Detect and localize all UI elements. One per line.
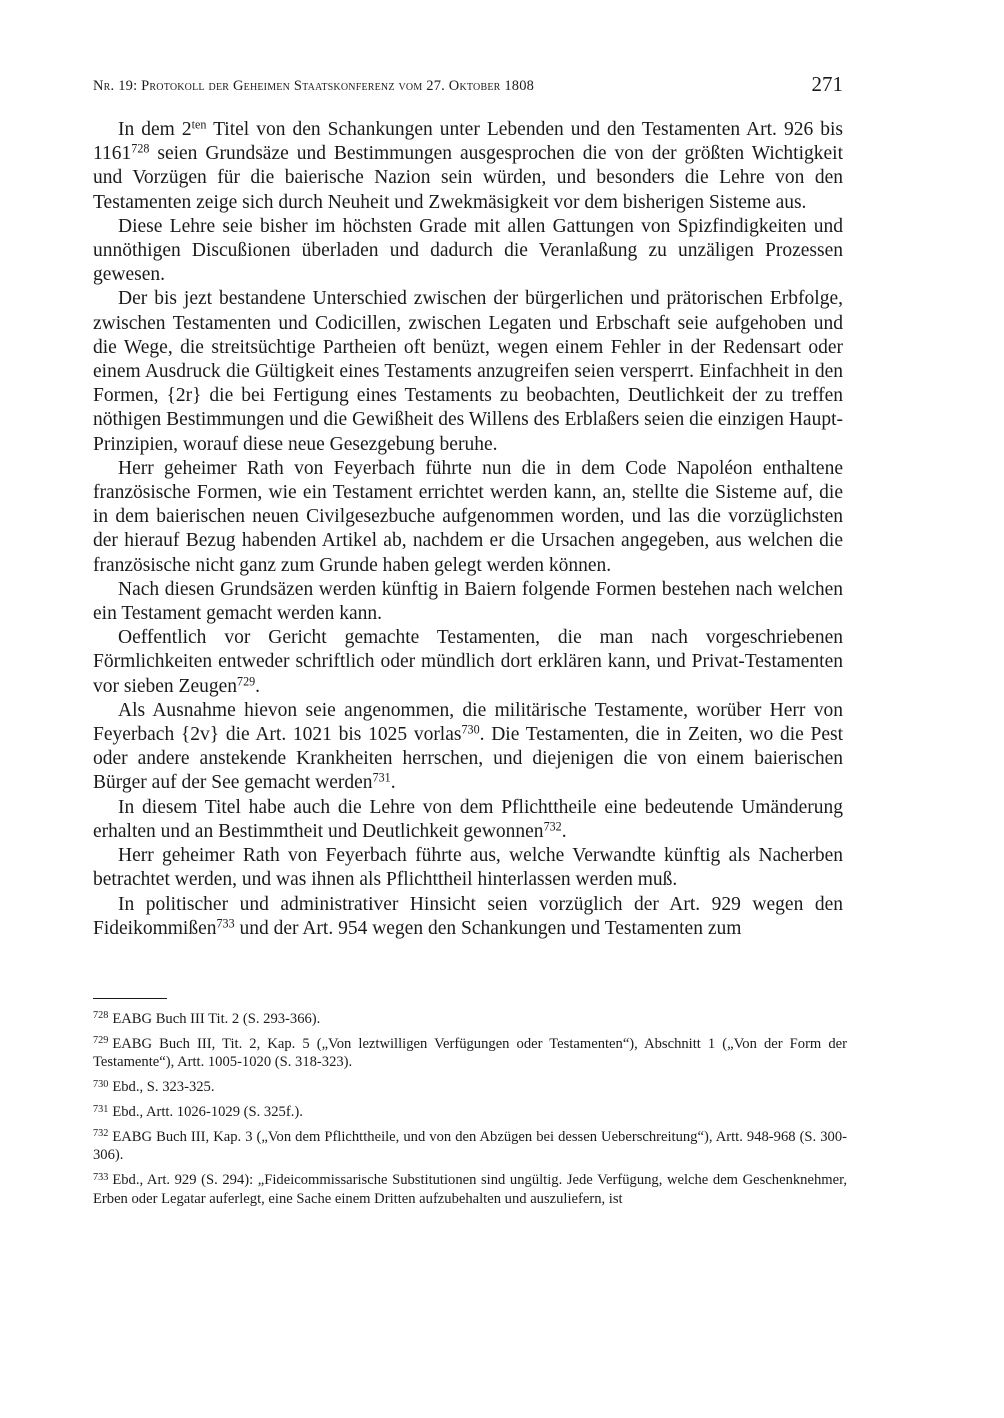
paragraph-3: Der bis jezt bestandene Unterschied zwischen der bürgerlichen und prätorischen Erbfolge, zwischen Testamenten und Codicillen, zwischen Legaten und Erbschaft seie aufgehoben und die Wege, die streitsüchtige Partheien oft benüzt, wegen einem Fehler in der Redensart oder einem Ausdruck die Gültigkeit eines Testaments anzugreifen seien versperrt. Einfachheit in den Formen, {2r} die bei Fertigung eines Testaments zu beobachten, Deutlichkeit der zu treffen nöthigen Bestimmungen und die Gewißheit des Willens des Erblaßers seien die einzigen Haupt-Prinzipien, worauf diese neue Gesezgebung beruhe. [93,288,843,455]
footnote-ref-733[interactable]: 733 [216,916,235,931]
footnote-ref-728[interactable]: 728 [131,141,150,156]
footnote-ref-732[interactable]: 732 [543,819,562,834]
footnote-730 [93,1078,847,1096]
paragraph-4: Herr geheimer Rath von Feyerbach führte nun die in dem Code Napoléon enthaltene französische Formen, wie ein Testament errichtet werden kann, an, stellte die Sisteme auf, die in dem baierischen neuen Civilgesezbuche aufgenommen worden, und las die vorzüglichsten der hierauf Bezug habenden Artikel ab, nachdem er die Ursachen angegeben, aus welchen die französische nicht ganz zum Grunde haben gelegt werden können. [93,457,843,576]
footnotes [93,1010,847,1215]
footnote-text: EABG Buch III, Kap. 3 („Von dem Pflichttheile, und von den Abzügen bei dessen Ueberschreitung“), Artt. 948-968 (S. 300-306). [93,1129,847,1164]
paragraph-5: Nach diesen Grundsäzen werden künftig in Baiern folgende Formen bestehen nach welchen ein Testament gemacht werden kann. [93,578,843,625]
footnote-text: EABG Buch III Tit. 2 (S. 293-366). [112,1011,321,1027]
footnote-number: 728 [93,1010,109,1022]
footnote-ref-731[interactable]: 731 [372,770,391,785]
running-title: Nr. 19: Protokoll der Geheimen Staatskonferenz vom 27. Oktober 1808 [93,78,535,94]
footnote-ref-730[interactable]: 730 [461,722,480,737]
footnote-text: Ebd., S. 323-325. [112,1079,215,1096]
superscript: ten [191,117,207,132]
paragraph-10: In politischer und administrativer Hinsicht seien vorzüglich der Art. 929 wegen den Fideikommißen$^{733}$ und der Art. 954 wegen den Schankungen und Testamenten zum [93,893,843,939]
footnote-number: 731 [93,1103,109,1115]
paragraph-9: Herr geheimer Rath von Feyerbach führte aus, welche Verwandte künftig als Nacherben betrachtet werden, und was ihnen als Pflichttheil hinterlassen werden muß. [93,845,843,891]
paragraph-7: Als Ausnahme hievon seie angenommen, die militärische Testamente, worüber Herr von Feyerbach {2v} die Art. 1021 bis 1025 vorlas$^{730}$. Die Testamenten, die in Zeiten, wo die Pest oder andere anstekende Krankheiten herrschen, und diejenigen die von einem baierischen Bürger auf der See gemacht werden$^{731}$. [93,699,843,794]
footnote-733 [93,1171,847,1208]
footnote-number: 733 [93,1171,109,1183]
footnote-729 [93,1035,847,1072]
paragraph-1: In dem $2^{ten}$ Titel von den Schankungen unter Lebenden und den Testamenten Art. 926 bis 1161$^{728}$ seien Grundsäze und Bestimmungen ausgesprochen die von der größten Wichtigkeit und Vorzügen für die baierische Nazion sein würden, und besonders die Lehre von den Testamenten zeige sich durch Neuheit und Zwekmäsigkeit vor dem bisherigen Sisteme aus. [93,117,843,213]
paragraph-2: Diese Lehre seie bisher im höchsten Grade mit allen Gattungen von Spizfindigkeiten und unnöthigen Discußionen überladen und dadurch die Veranlaßung zu unzäligen Prozessen gewesen. [93,215,843,286]
footnote-text: Ebd., Artt. 1026-1029 (S. 325f.). [112,1104,303,1121]
footnote-number: 730 [93,1078,109,1090]
paragraph-8: In diesem Titel habe auch die Lehre von dem Pflichttheile eine bedeutende Umänderung erhalten und an Bestimmtheit und Deutlichkeit gewonnen$^{732}$. [93,796,843,842]
page-number: 271 [811,72,843,96]
footnote-number: 729 [93,1035,109,1047]
footnote-ref-729[interactable]: 729 [237,674,256,689]
paragraph-6: Oeffentlich vor Gericht gemachte Testamenten, die man nach vorgeschriebenen Förmlichkeiten entweder schriftlich oder mündlich dort erklären kann, und Privat-Testamenten vor sieben Zeugen$^{729}$. [93,627,843,697]
running-header [93,72,843,100]
footnote-text: Ebd., Art. 929 (S. 294): „Fideicommissarische Substitutionen sind ungültig. Jede Verfügung, welche dem Geschenknehmer, Erben oder Legatar auferlegt, eine Sache einem Dritten aufzubehalten und auszuliefern, ist [93,1172,847,1207]
footnote-728 [93,1010,847,1028]
footnote-text: EABG Buch III, Tit. 2, Kap. 5 („Von leztwilligen Verfügungen oder Testamenten“), Abschnitt 1 („Von der Form der Testamente“), Artt. 1005-1020 (S. 318-323). [93,1035,847,1071]
footnote-separator [93,998,167,999]
footnote-732 [93,1128,847,1165]
footnote-731 [93,1103,847,1121]
footnote-number: 732 [93,1128,109,1140]
main-text [93,118,843,941]
